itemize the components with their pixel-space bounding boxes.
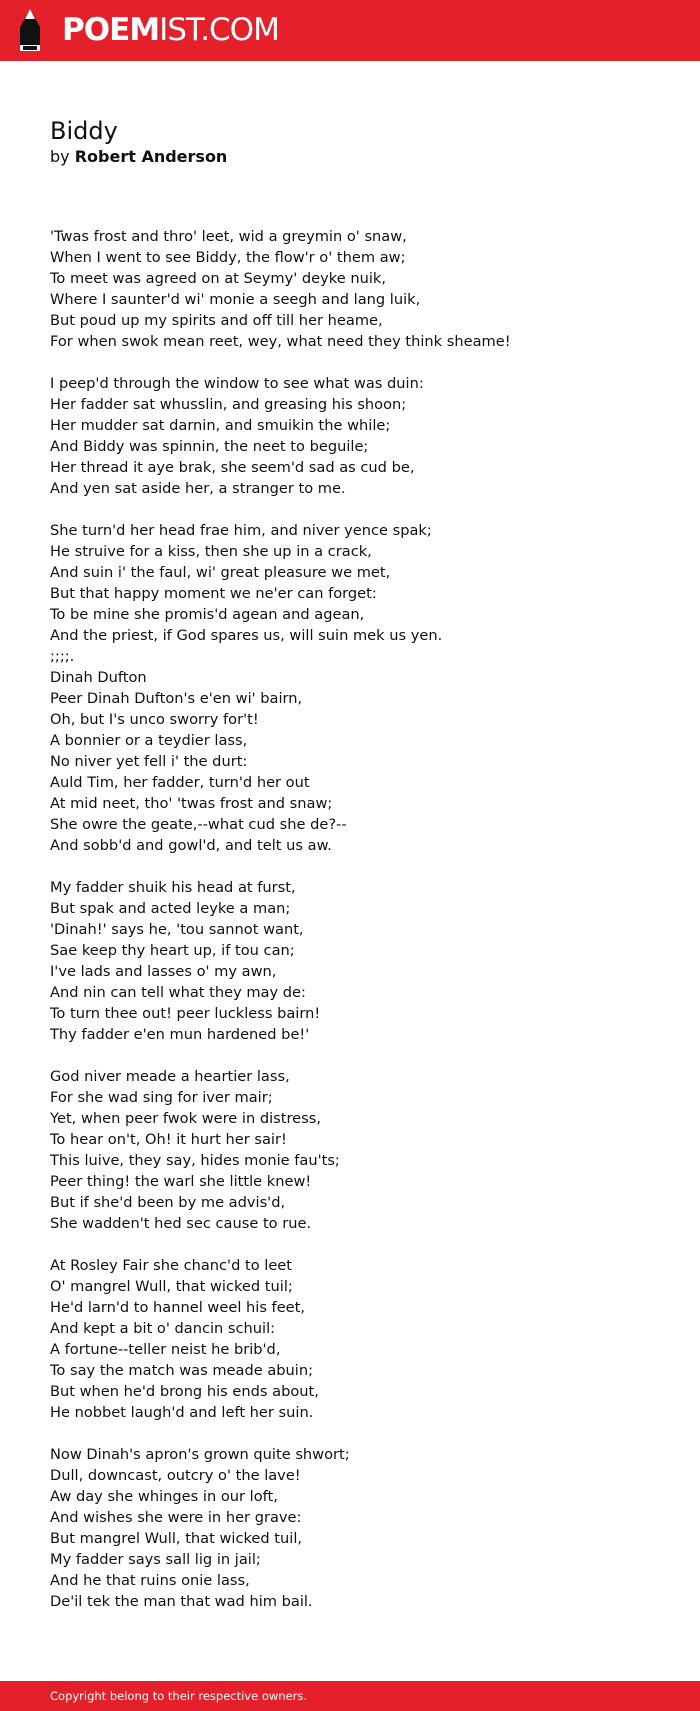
pencil-logo-icon[interactable] bbox=[17, 9, 43, 51]
footer-bar bbox=[0, 1681, 700, 1711]
poem-byline bbox=[50, 146, 670, 168]
poem-content bbox=[50, 116, 670, 1612]
logo-rest-text: IST.COM bbox=[159, 12, 279, 48]
byline-prefix: by bbox=[50, 147, 70, 166]
poem-title: Biddy bbox=[50, 117, 118, 145]
logo-bold-text: POEM bbox=[62, 12, 160, 48]
poem-text: 'Twas frost and thro' leet, wid a greymin o' snaw, When I went to see Biddy, the flow'r o' them aw; To meet was agreed on at Seymy' deyke nuik, Where I saunter'd wi' monie a seegh and lang luik, But poud up my spirits and off till her heame, For when swok mean reet, wey, what need they think sheame! I peep'd through the window to see what was duin: Her fadder sat whusslin, and greasing his shoon; Her mudder sat darnin, and smuikin the while; And Biddy was spinnin, the neet to beguile; Her thread it aye brak, she seem'd sad as cud be, And yen sat aside her, a stranger to me. She turn'd her head frae him, and niver yence spak; He struive for a kiss, then she up in a crack, And suin i' the faul, wi' great pleasure we met, But that happy moment we ne'er can forget: To be mine she promis'd agean and agean, And the priest, if God spares us, will suin mek us yen. ;;;;. Dinah Dufton Peer Dinah Dufton's e'en wi' bairn, Oh, but I's unco sworry for't! A bonnier or a teydier lass, No niver yet fell i' the durt: Auld Tim, her fadder, turn'd her out At mid neet, tho' 'twas frost and snaw; She owre the geate,--what cud she de?-- And sobb'd and gowl'd, and telt us aw. My fadder shuik his head at furst, But spak and acted leyke a man; 'Dinah!' says he, 'tou sannot want, Sae keep thy heart up, if tou can; I've lads and lasses o' my awn, And nin can tell what they may de: To turn thee out! peer luckless bairn! Thy fadder e'en mun hardened be!' God niver meade a heartier lass, For she wad sing for iver mair; Yet, when peer fwok were in distress, To hear on't, Oh! it hurt her sair! This luive, they say, hides monie fau'ts; Peer thing! the warl she little knew! But if she'd been by me advis'd, She wadden't hed sec cause to rue. At Rosley Fair she chanc'd to leet O' mangrel Wull, that wicked tuil; He'd larn'd to hannel weel his feet, And kept a bit o' dancin schuil: A fortune--teller neist he brib'd, To say the match was meade abuin; But when he'd brong his ends about, He nobbet laugh'd and left her suin. Now Dinah's apron's grown quite shwort; Dull, downcast, outcry o' the lave! Aw day she whinges in our loft, And wishes she were in her grave: But mangrel Wull, that wicked tuil, My fadder says sall lig in jail; And he that ruins onie lass, De'il tek the man that wad him bail. bbox=[50, 228, 511, 1610]
footer-copyright: Copyright belong to their respective owners. bbox=[50, 1689, 308, 1703]
poem-author: Robert Anderson bbox=[74, 147, 228, 166]
site-logo[interactable] bbox=[62, 13, 279, 47]
top-header-bar bbox=[0, 0, 700, 61]
